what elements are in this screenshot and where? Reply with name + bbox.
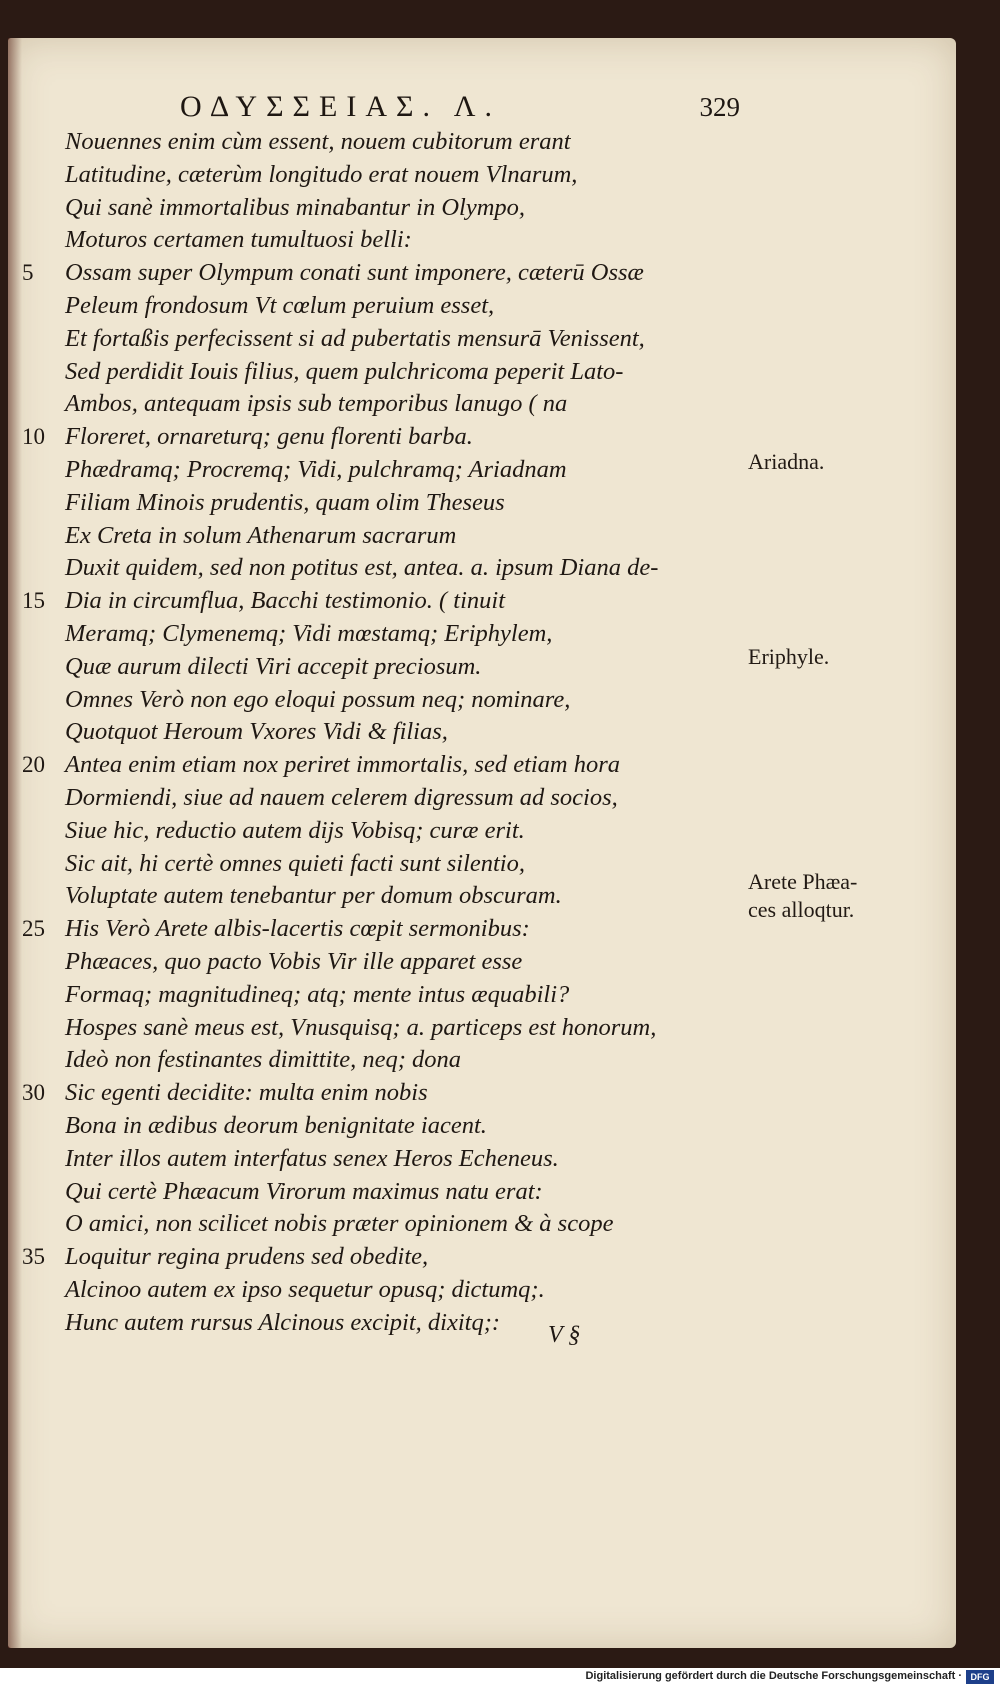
verse-line: Sic ait, hi certè omnes quieti facti sunt silentio, [65,850,525,877]
verse-line: Ambos, antequam ipsis sub temporibus lanugo ( na [65,390,568,417]
page-number: 329 [699,92,740,122]
margin-note-ariadna: Ariadna. [748,449,825,474]
verse-line: Nouennes enim cùm essent, nouem cubitorum erant [65,128,571,155]
verse-line: Hunc autem rursus Alcinous excipit, dixitq;: [65,1309,501,1336]
verse-line: Hospes sanè meus est, Vnusquisq; a. particeps est honorum, [65,1014,657,1041]
line-number: 25 [22,916,45,941]
verse-line: Meramq; Clymenemq; Vidi mœstamq; Eriphylem, [65,620,553,647]
verse-line: Qui certè Phæacum Virorum maximus natu erat: [65,1178,543,1205]
verse-line: Siue hic, reductio autem dijs Vobisq; curæ erit. [65,817,525,844]
verse-line: Ideò non festinantes dimittite, neq; dona [65,1046,462,1073]
verse-line: O amici, non scilicet nobis præter opinionem & à scope [65,1210,614,1237]
digitization-footer [0,1668,1000,1687]
verse-line: Qui sanè immortalibus minabantur in Olympo, [65,194,526,221]
verse-line: Peleum frondosum Vt cœlum peruium esset, [65,292,495,319]
margin-note-arete-line-1: Arete Phæa- [748,869,858,894]
verse-line: Quotquot Heroum Vxores Vidi & filias, [65,718,448,745]
verse-line: His Verò Arete albis-lacertis cœpit sermonibus: [65,915,530,942]
verse-line: Et fortaßis perfecissent si ad pubertatis mensurā Venissent, [65,325,645,352]
verse-line: Dormiendi, siue ad nauem celerem digressum ad socios, [65,784,618,811]
catchword: V § [548,1322,581,1348]
verse-line: Phæaces, quo pacto Vobis Vir ille apparet esse [65,948,523,975]
verse-line: Floreret, ornareturq; genu florenti barba. [65,423,473,450]
verse-line: Alcinoo autem ex ipso sequetur opusq; dictumq;. [65,1276,545,1303]
verse-line: Quæ aurum dilecti Viri accepit preciosum. [65,653,482,680]
line-number: 30 [22,1080,45,1105]
line-number: 5 [22,260,34,285]
verse-line: Sic egenti decidite: multa enim nobis [65,1079,428,1106]
dfg-logo: DFG [966,1670,994,1684]
verse-line: Formaq; magnitudineq; atq; mente intus æquabili? [65,981,570,1008]
line-number: 10 [22,424,45,449]
running-header [180,90,740,130]
margin-note-eriphyle: Eriphyle. [748,644,830,669]
running-head-title: ΟΔΥΣΣΕΙΑΣ. Λ. [180,90,502,123]
margin-note-arete-line-2: ces alloqtur. [748,897,855,922]
verse-line: Omnes Verò non ego eloqui possum neq; nominare, [65,686,571,713]
verse-line: Latitudine, cæterùm longitudo erat nouem Vlnarum, [65,161,578,188]
line-number: 15 [22,588,45,613]
verse-line: Duxit quidem, sed non potitus est, antea. a. ipsum Diana de- [65,554,659,581]
footer-credit: Digitalisierung gefördert durch die Deutsche Forschungsgemeinschaft · [585,1670,962,1682]
verse-line: Voluptate autem tenebantur per domum obscuram. [65,882,562,909]
verse-line: Moturos certamen tumultuosi belli: [65,226,412,253]
verse-line: Bona in ædibus deorum benignitate iacent. [65,1112,487,1139]
verse-line: Ossam super Olympum conati sunt imponere, cæterū Ossæ [65,259,644,286]
page-spine-shadow [8,38,22,1648]
verse-line: Filiam Minois prudentis, quam olim Theseus [65,489,505,516]
line-number: 35 [22,1244,45,1269]
verse-line: Ex Creta in solum Athenarum sacrarum [65,522,457,549]
verse-line: Sed perdidit Iouis filius, quem pulchricoma peperit Lato- [65,358,624,385]
verse-line: Inter illos autem interfatus senex Heros Echeneus. [65,1145,559,1172]
verse-line: Phædramq; Procremq; Vidi, pulchramq; Ariadnam [65,456,567,483]
verse-line: Dia in circumflua, Bacchi testimonio. ( tinuit [65,587,506,614]
verse-line: Loquitur regina prudens sed obedite, [65,1243,429,1270]
line-number: 20 [22,752,45,777]
verse-line: Antea enim etiam nox periret immortalis, sed etiam hora [65,751,621,778]
